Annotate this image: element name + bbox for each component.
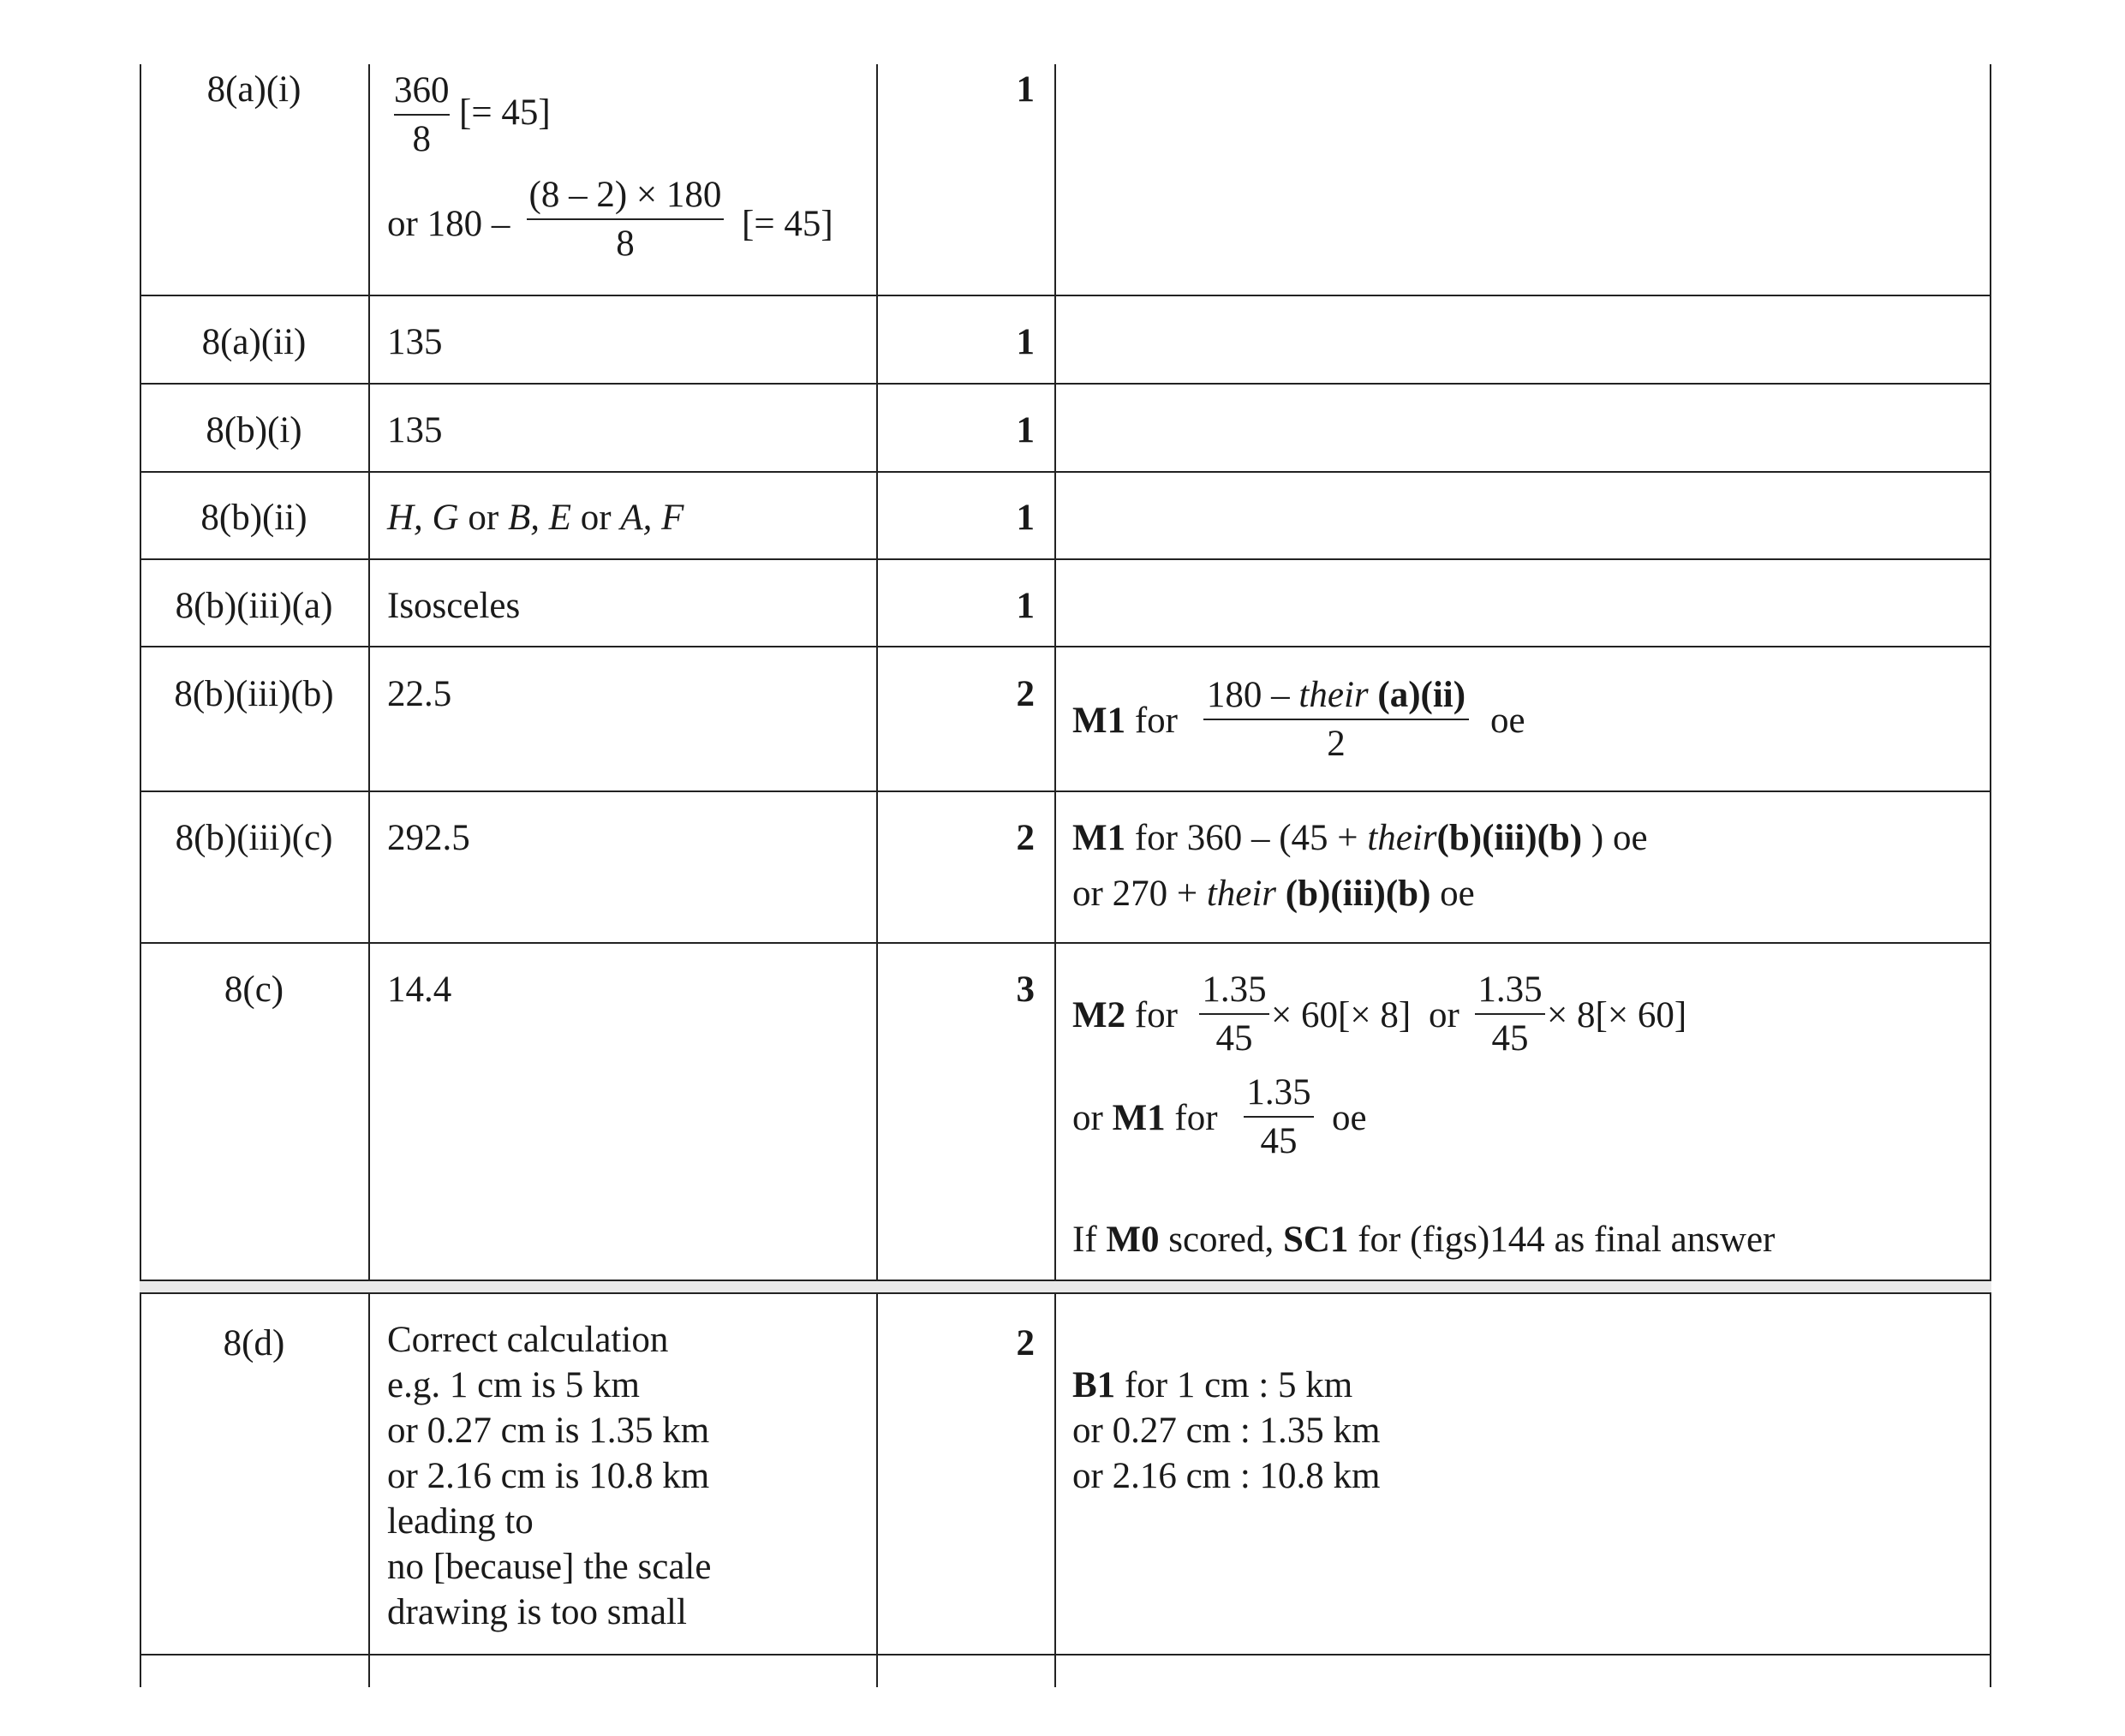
fraction-bar (1203, 719, 1469, 720)
guidance-fraction (1199, 971, 1269, 1057)
question-number: 8(a)(i) (206, 69, 301, 110)
row-divider (140, 471, 1991, 473)
fraction-numerator: 360 (394, 70, 450, 110)
fraction-denominator: 8 (412, 119, 431, 159)
row-divider (140, 790, 1991, 792)
guidance-word: oe (1332, 1098, 1367, 1138)
guidance-line (1072, 875, 1475, 912)
question-number: 8(b)(ii) (200, 498, 307, 538)
vertex-pair: H, G (387, 498, 459, 538)
guidance-lines (1072, 1363, 1381, 1499)
answer-text (387, 499, 683, 536)
guidance-text (1072, 997, 1178, 1034)
question-number: 8(b)(iii)(c) (175, 818, 333, 858)
mark-code: SC1 (1282, 1220, 1349, 1260)
answer-lines (387, 1317, 711, 1635)
marks-value: 2 (1016, 674, 1035, 714)
marks-value: 2 (1016, 1323, 1035, 1363)
marks-value: 1 (1016, 498, 1035, 538)
table-border-right (1990, 64, 1991, 1687)
answer-text: [= 45] (742, 204, 833, 244)
answer-line: or 2.16 cm is 10.8 km (387, 1456, 710, 1496)
part-reference: (b)(iii)(b) (1436, 818, 1583, 858)
page-break-separator (140, 1280, 1991, 1293)
vertex-pair: B, E (507, 498, 571, 538)
question-number: 8(d) (223, 1323, 285, 1363)
or-word: or (1429, 995, 1459, 1035)
guidance-word: oe (1490, 701, 1525, 741)
guidance-line: or 2.16 cm : 10.8 km (1072, 1456, 1381, 1496)
guidance-expression: or 270 + (1072, 874, 1198, 914)
part-reference: (a)(ii) (1377, 675, 1466, 715)
guidance-expression: for 360 – (45 + (1134, 818, 1358, 858)
guidance-expression: × 8[× 60] (1547, 995, 1687, 1035)
guidance-expression: × 60[× 8] (1271, 995, 1412, 1035)
mark-code: M0 (1106, 1220, 1160, 1260)
row-divider (140, 558, 1991, 560)
row-divider (140, 295, 1991, 296)
mark-code: M1 (1112, 1098, 1166, 1138)
part-reference: (b)(iii)(b) (1285, 874, 1431, 914)
guidance-line: or 0.27 cm : 1.35 km (1072, 1411, 1381, 1451)
marks-value: 2 (1016, 818, 1035, 858)
guidance-expression: ) oe (1591, 818, 1648, 858)
special-case-note (1072, 1221, 1775, 1258)
fraction-bar (1475, 1013, 1545, 1015)
vertex-pair: A, F (620, 498, 684, 538)
fraction-numerator: 1.35 (1477, 969, 1543, 1010)
guidance-line (1072, 820, 1648, 856)
fraction-numerator: 1.35 (1202, 969, 1267, 1010)
answer-fraction (527, 176, 724, 262)
guidance-text: for 1 cm : 5 km (1124, 1365, 1353, 1405)
answer-text: 292.5 (387, 818, 470, 858)
fraction-numerator: 1.35 (1246, 1072, 1311, 1113)
fraction-bar (1199, 1013, 1269, 1015)
answer-text: 14.4 (387, 969, 452, 1010)
guidance-line (1072, 1363, 1381, 1408)
fraction-denominator: 2 (1327, 724, 1346, 764)
answer-text: or 180 – (387, 204, 510, 244)
marks-value: 1 (1016, 322, 1035, 362)
row-divider (140, 1654, 1991, 1655)
guidance-text: for (figs)144 as final answer (1358, 1220, 1776, 1260)
answer-line: e.g. 1 cm is 5 km (387, 1365, 640, 1405)
guidance-fraction (1244, 1074, 1314, 1160)
or-word: or (580, 498, 612, 538)
answer-fraction (394, 72, 450, 158)
mark-code: M1 (1072, 701, 1126, 741)
answer-text: 22.5 (387, 674, 452, 714)
fraction-denominator: 8 (616, 224, 635, 264)
table-border-left (140, 64, 141, 1687)
row-divider (140, 942, 1991, 944)
marks-value: 1 (1016, 586, 1035, 626)
column-divider (876, 64, 878, 1687)
fraction-denominator: 45 (1215, 1018, 1253, 1059)
mark-code: M1 (1072, 818, 1126, 858)
marks-value: 1 (1016, 410, 1035, 450)
question-number: 8(c) (224, 969, 284, 1010)
answer-text: 135 (387, 322, 443, 362)
fraction-numerator (1203, 677, 1469, 713)
guidance-text (1072, 1100, 1218, 1136)
column-divider (1054, 64, 1056, 1687)
their-word: their (1206, 874, 1277, 914)
marks-value: 3 (1016, 969, 1035, 1010)
answer-line: Correct calculation (387, 1320, 669, 1360)
their-word: their (1367, 818, 1437, 858)
numerator-prefix: 180 – (1206, 675, 1290, 715)
answer-text: [= 45] (459, 92, 551, 133)
answer-text: 135 (387, 410, 443, 450)
guidance-word: oe (1440, 874, 1475, 914)
row-divider (140, 646, 1991, 647)
column-divider (368, 64, 370, 1687)
fraction-bar (1244, 1116, 1314, 1118)
row-divider (140, 1280, 1991, 1281)
row-divider (140, 383, 1991, 385)
guidance-text (1072, 702, 1178, 739)
fraction-denominator: 45 (1491, 1018, 1529, 1059)
guidance-word: for (1134, 701, 1178, 741)
answer-line: leading to (387, 1501, 534, 1542)
guidance-fraction (1203, 677, 1469, 762)
fraction-numerator: (8 – 2) × 180 (528, 175, 722, 215)
marks-value: 1 (1016, 69, 1035, 110)
guidance-fraction (1475, 971, 1545, 1057)
guidance-word: for (1174, 1098, 1218, 1138)
mark-code: M2 (1072, 995, 1126, 1035)
guidance-word: for (1134, 995, 1178, 1035)
question-number: 8(b)(iii)(b) (174, 674, 334, 714)
answer-line: drawing is too small (387, 1592, 687, 1632)
question-number: 8(a)(ii) (201, 322, 307, 362)
answer-line: or 0.27 cm is 1.35 km (387, 1411, 710, 1451)
question-number: 8(b)(i) (206, 410, 302, 450)
fraction-bar (394, 114, 450, 116)
fraction-denominator: 45 (1260, 1121, 1298, 1161)
question-number: 8(b)(iii)(a) (175, 586, 333, 626)
answer-line: no [because] the scale (387, 1547, 712, 1587)
or-word: or (1072, 1098, 1103, 1138)
guidance-word: If (1072, 1220, 1097, 1260)
or-word: or (468, 498, 499, 538)
fraction-bar (527, 218, 724, 220)
their-word: their (1298, 675, 1369, 715)
row-divider (140, 1292, 1991, 1294)
guidance-word: scored, (1168, 1220, 1274, 1260)
answer-text: Isosceles (387, 586, 521, 626)
mark-code: B1 (1072, 1365, 1116, 1405)
